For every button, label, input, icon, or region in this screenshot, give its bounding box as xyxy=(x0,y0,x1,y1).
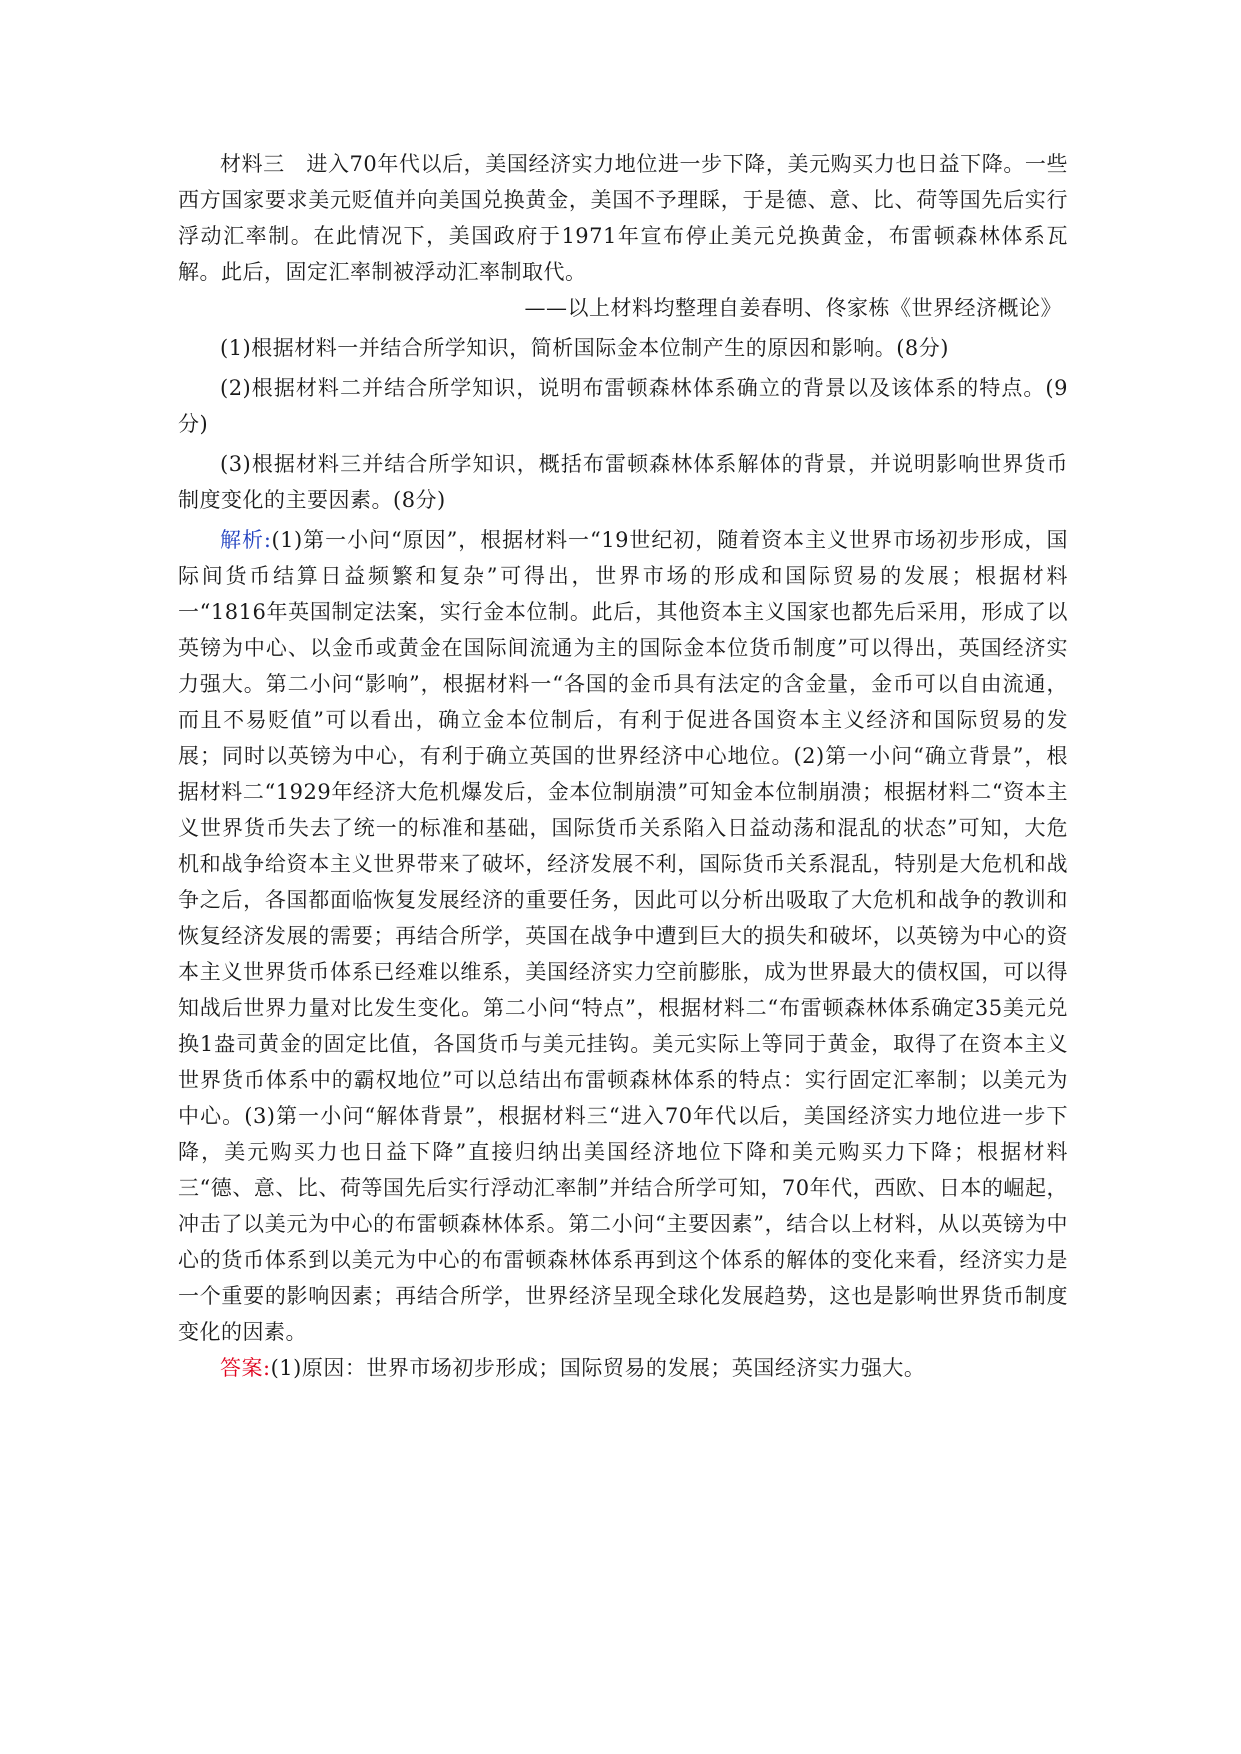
answer-paragraph xyxy=(178,1350,1068,1386)
analysis-paragraph xyxy=(178,522,1068,1350)
material-source: ——以上材料均整理自姜春明、佟家栋《世界经济概论》 xyxy=(524,296,1062,320)
answer-label: 答案: xyxy=(220,1356,271,1380)
analysis-label: 解析: xyxy=(220,528,272,552)
answer-text: (1)原因：世界市场初步形成；国际贸易的发展；英国经济实力强大。 xyxy=(270,1356,926,1380)
question-3: (3)根据材料三并结合所学知识，概括布雷顿森林体系解体的背景，并说明影响世界货币制度变化的主要因素。(8分) xyxy=(178,452,1068,512)
question-1: (1)根据材料一并结合所学知识，简析国际金本位制产生的原因和影响。(8分) xyxy=(220,336,949,360)
document-page xyxy=(178,146,1068,1386)
analysis-text: (1)第一小问“原因”，根据材料一“19世纪初，随着资本主义世界市场初步形成，国际间货币结算日益频繁和复杂”可得出，世界市场的形成和国际贸易的发展；根据材料一“1816年英国制定法案，实行金本位制。此后，其他资本主义国家也都先后采用，形成了以英镑为中心、以金币或黄金在国际间流通为主的国际金本位货币制度”可以得出，英国经济实力强大。第二小问“影响”，根据材料一“各国的金币具有法定的含金量，金币可以自由流通，而且不易贬值”可以看出，确立金本位制后，有利于促进各国资本主义经济和国际贸易的发展；同时以英镑为中心，有利于确立英国的世界经济中心地位。(2)第一小问“确立背景”，根据材料二“1929年经济大危机爆发后，金本位制崩溃”可知金本位制崩溃；根据材料二“资本主义世界货币失去了统一的标准和基础，国际货币关系陷入日益动荡和混乱的状态”可知，大危机和战争给资本主义世界带来了破坏，经济发展不利，国际货币关系混乱，特别是大危机和战争之后，各国都面临恢复发展经济的重要任务，因此可以分析出吸取了大危机和战争的教训和恢复经济发展的需要；再结合所学，英国在战争中遭到巨大的损失和破坏，以英镑为中心的资本主义世界货币体系已经难以维系，美国经济实力空前膨胀，成为世界最大的债权国，可以得知战后世界力量对比发生变化。第二小问“特点”，根据材料二“布雷顿森林体系确定35美元兑换1盎司黄金的固定比值，各国货币与美元挂钩。美元实际上等同于黄金，取得了在资本主义世界货币体系中的霸权地位”可以总结出布雷顿森林体系的特点：实行固定汇率制；以美元为中心。(3)第一小问“解体背景”，根据材料三“进入70年代以后，美国经济实力地位进一步下降，美元购买力也日益下降”直接归纳出美国经济地位下降和美元购买力下降；根据材料三“德、意、比、荷等国先后实行浮动汇率制”并结合所学可知，70年代，西欧、日本的崛起，冲击了以美元为中心的布雷顿森林体系。第二小问“主要因素”，结合以上材料，从以英镑为中心的货币体系到以美元为中心的布雷顿森林体系再到这个体系的解体的变化来看，经济实力是一个重要的影响因素；再结合所学，世界经济呈现全球化发展趋势，这也是影响世界货币制度变化的因素。 xyxy=(178,528,1068,1344)
material-3-text: 进入70年代以后，美国经济实力地位进一步下降，美元购买力也日益下降。一些西方国家要求美元贬值并向美国兑换黄金，美国不予理睬，于是德、意、比、荷等国先后实行浮动汇率制。在此情况下，美国政府于1971年宣布停止美元兑换黄金，布雷顿森林体系瓦解。此后，固定汇率制被浮动汇率制取代。 xyxy=(178,152,1069,284)
question-2: (2)根据材料二并结合所学知识，说明布雷顿森林体系确立的背景以及该体系的特点。(9分) xyxy=(178,376,1068,436)
material-3-label: 材料三 xyxy=(220,152,285,176)
material-3-paragraph xyxy=(178,146,1068,290)
